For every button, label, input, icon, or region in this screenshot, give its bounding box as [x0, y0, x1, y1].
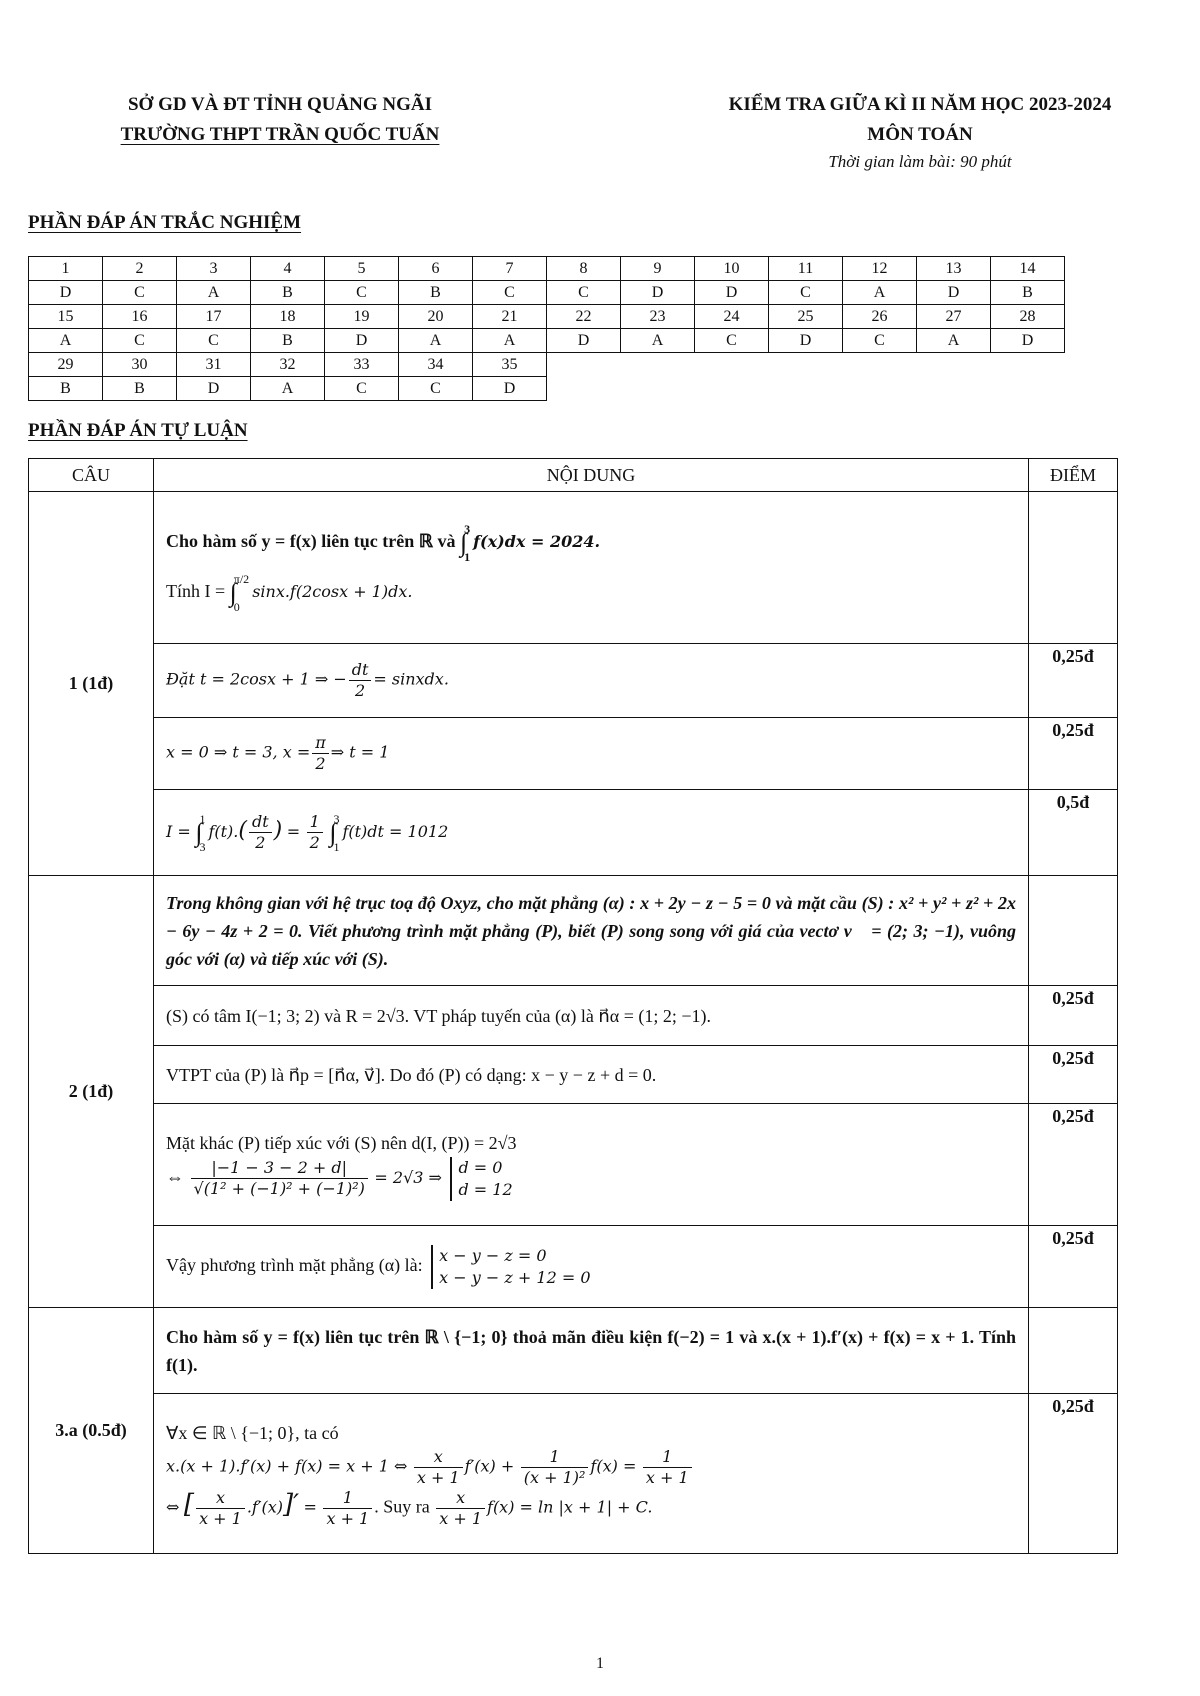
mc-answer-cell: B [29, 377, 103, 401]
mc-answer-cell: B [399, 281, 473, 305]
mc-answer-cell: A [177, 281, 251, 305]
mc-question-number: 21 [473, 305, 547, 329]
mc-question-number: 23 [621, 305, 695, 329]
mc-question-number: 28 [991, 305, 1065, 329]
mc-question-number: 35 [473, 353, 547, 377]
mc-answer-cell: A [843, 281, 917, 305]
mc-question-number: 2 [103, 257, 177, 281]
col-cau: CÂU [29, 459, 154, 492]
mc-question-number: 6 [399, 257, 473, 281]
subject: MÔN TOÁN [867, 124, 973, 145]
q3-label: 3.a (0.5đ) [29, 1308, 154, 1554]
mc-answer-cell: B [103, 377, 177, 401]
mc-question-row [29, 257, 1065, 281]
mc-question-number: 34 [399, 353, 473, 377]
mc-answer-cell: C [325, 377, 399, 401]
mc-question-number: 14 [991, 257, 1065, 281]
header-left [70, 90, 490, 150]
q2-step3-points: 0,25đ [1029, 1104, 1118, 1226]
mc-question-number: 12 [843, 257, 917, 281]
mc-answer-cell: D [547, 329, 621, 353]
mc-question-number: 30 [103, 353, 177, 377]
mc-answer-cell: A [621, 329, 695, 353]
mc-answer-cell: D [917, 281, 991, 305]
col-diem: ĐIỂM [1029, 459, 1118, 492]
mc-answer-cell: C [399, 377, 473, 401]
mc-question-number: 19 [325, 305, 399, 329]
mc-question-row [29, 353, 1065, 377]
q2-step1: (S) có tâm I(−1; 3; 2) và R = 2√3. VT pháp tuyến của (α) là n⃗α = (1; 2; −1). [154, 986, 1029, 1046]
mc-answer-cell: A [251, 377, 325, 401]
q2-statement: Trong không gian với hệ trục toạ độ Oxyz, cho mặt phẳng (α) : x + 2y − z − 5 = 0 và mặt cầu (S) : x² + y² + z² + 2x − 6y − 4z + 2 = 0. Viết phương trình mặt phẳng (P), biết (P) song song với giá của vectơ v⃗ = (2; 3; −1), vuông góc với (α) và tiếp xúc với (S). [154, 876, 1029, 986]
q1-label: 1 (1đ) [29, 492, 154, 876]
q2-statement-points [1029, 876, 1118, 986]
essay-section-title: PHẦN ĐÁP ÁN TỰ LUẬN [28, 420, 248, 441]
mc-question-number: 7 [473, 257, 547, 281]
q2-step3: Mặt khác (P) tiếp xúc với (S) nên d(I, (P)) = 2√3 ⇔ $\frac{|-1 - 3 - 2 + d|}{\text{√(1² + (−1)² + (−1)²)}}$ = 2√3 ⇒ d = 0 d = 12 [154, 1104, 1029, 1226]
q1-step2-points: 0,25đ [1029, 718, 1118, 790]
mc-question-number: 4 [251, 257, 325, 281]
q1-step1: Đặt t = 2cosx + 1 ⇒ − $\frac{dt}{2}$ = sinxdx. [154, 644, 1029, 718]
mc-answer-cell: C [177, 329, 251, 353]
mc-question-row [29, 305, 1065, 329]
mc-question-number: 25 [769, 305, 843, 329]
mc-question-number: 31 [177, 353, 251, 377]
q1-step1-points: 0,25đ [1029, 644, 1118, 718]
q3-step1-points: 0,25đ [1029, 1394, 1118, 1554]
exam-time: Thời gian làm bài: 90 phút [828, 152, 1012, 171]
mc-question-number: 10 [695, 257, 769, 281]
mc-answer-cell: A [917, 329, 991, 353]
mc-question-number: 33 [325, 353, 399, 377]
mc-question-number: 18 [251, 305, 325, 329]
mc-question-number: 22 [547, 305, 621, 329]
mc-question-number: 17 [177, 305, 251, 329]
mc-answer-cell: B [251, 329, 325, 353]
col-noidung: NỘI DUNG [154, 459, 1029, 492]
q1-statement: Cho hàm số y = f(x) liên tục trên ℝ và ∫3 1f(x)dx = 2024. Tính I = ∫π/2 0sinx.f(2cosx + 1)dx. [154, 492, 1029, 644]
essay-table [28, 458, 1118, 1554]
mc-section-title: PHẦN ĐÁP ÁN TRẮC NGHIỆM [28, 212, 302, 233]
mc-answer-cell: C [103, 281, 177, 305]
dept-name: SỞ GD VÀ ĐT TỈNH QUẢNG NGÃI [127, 94, 433, 115]
mc-answer-cell: B [251, 281, 325, 305]
q3-statement-points [1029, 1308, 1118, 1394]
q2-step4-points: 0,25đ [1029, 1226, 1118, 1308]
header-right [665, 90, 1175, 174]
q2-step2-points: 0,25đ [1029, 1046, 1118, 1104]
mc-answer-cell: C [695, 329, 769, 353]
mc-question-number: 3 [177, 257, 251, 281]
mc-answer-table [28, 256, 1065, 401]
q1-statement-points [1029, 492, 1118, 644]
mc-question-number: 1 [29, 257, 103, 281]
school-name: TRƯỜNG THPT TRẦN QUỐC TUẤN [120, 124, 440, 145]
mc-answer-cell: B [991, 281, 1065, 305]
mc-answer-cell: D [325, 329, 399, 353]
mc-question-number: 24 [695, 305, 769, 329]
q2-step4: Vậy phương trình mặt phẳng (α) là: x − y − z = 0 x − y − z + 12 = 0 [154, 1226, 1029, 1308]
mc-answer-row [29, 329, 1065, 353]
q1-step3-points: 0,5đ [1029, 790, 1118, 876]
mc-question-number: 20 [399, 305, 473, 329]
q2-label: 2 (1đ) [29, 876, 154, 1308]
q1-step2: x = 0 ⇒ t = 3, x = $\frac{\pi}{2}$ ⇒ t = 1 [154, 718, 1029, 790]
mc-answer-cell: D [29, 281, 103, 305]
mc-answer-cell: C [547, 281, 621, 305]
exam-title: KIỂM TRA GIỮA KÌ II NĂM HỌC 2023-2024 [728, 94, 1112, 115]
mc-answer-cell: C [325, 281, 399, 305]
mc-answer-cell: A [29, 329, 103, 353]
mc-question-number: 5 [325, 257, 399, 281]
mc-answer-cell: C [473, 281, 547, 305]
q2-step2: VTPT của (P) là n⃗p = [n⃗α, v⃗]. Do đó (P) có dạng: x − y − z + d = 0. [154, 1046, 1029, 1104]
mc-answer-cell: C [103, 329, 177, 353]
page-number: 1 [596, 1655, 604, 1672]
mc-answer-cell: D [177, 377, 251, 401]
mc-question-number: 27 [917, 305, 991, 329]
mc-answer-row [29, 377, 1065, 401]
mc-question-number: 29 [29, 353, 103, 377]
mc-answer-cell: C [843, 329, 917, 353]
mc-question-number: 13 [917, 257, 991, 281]
mc-question-number: 9 [621, 257, 695, 281]
mc-answer-cell: D [769, 329, 843, 353]
mc-question-number: 16 [103, 305, 177, 329]
mc-question-number: 8 [547, 257, 621, 281]
mc-answer-cell: D [695, 281, 769, 305]
q1-step3: I = ∫1 3f(t).( $\frac{dt}{2}$ ) = $\frac{1}{2}$ ∫3 1f(t)dt = 1012 [154, 790, 1029, 876]
q3-statement: Cho hàm số y = f(x) liên tục trên ℝ \ {−1; 0} thoả mãn điều kiện f(−2) = 1 và x.(x + 1).f′(x) + f(x) = x + 1. Tính f(1). [154, 1308, 1029, 1394]
mc-question-number: 32 [251, 353, 325, 377]
mc-answer-cell: A [399, 329, 473, 353]
mc-question-number: 26 [843, 305, 917, 329]
mc-answer-row [29, 281, 1065, 305]
mc-answer-cell: D [473, 377, 547, 401]
mc-answer-cell: D [621, 281, 695, 305]
mc-answer-cell: D [991, 329, 1065, 353]
q2-step1-points: 0,25đ [1029, 986, 1118, 1046]
mc-question-number: 11 [769, 257, 843, 281]
mc-question-number: 15 [29, 305, 103, 329]
mc-answer-cell: A [473, 329, 547, 353]
q3-step1: ∀x ∈ ℝ \ {−1; 0}, ta có x.(x + 1).f′(x) + f(x) = x + 1 ⇔ $\frac{x}{x + 1}$ f′(x) + $\frac{1}{\text{(x + 1)²}}$ f(x) = $\frac{1}{x + 1}$ ⇔ [ $\frac{x}{x + 1}$ .f′(x)]′ = $\frac{1}{x + 1}$ . Suy ra $\frac{x}{x + 1}$ f(x) = ln |x + 1| + C. [154, 1394, 1029, 1554]
mc-answer-cell: C [769, 281, 843, 305]
